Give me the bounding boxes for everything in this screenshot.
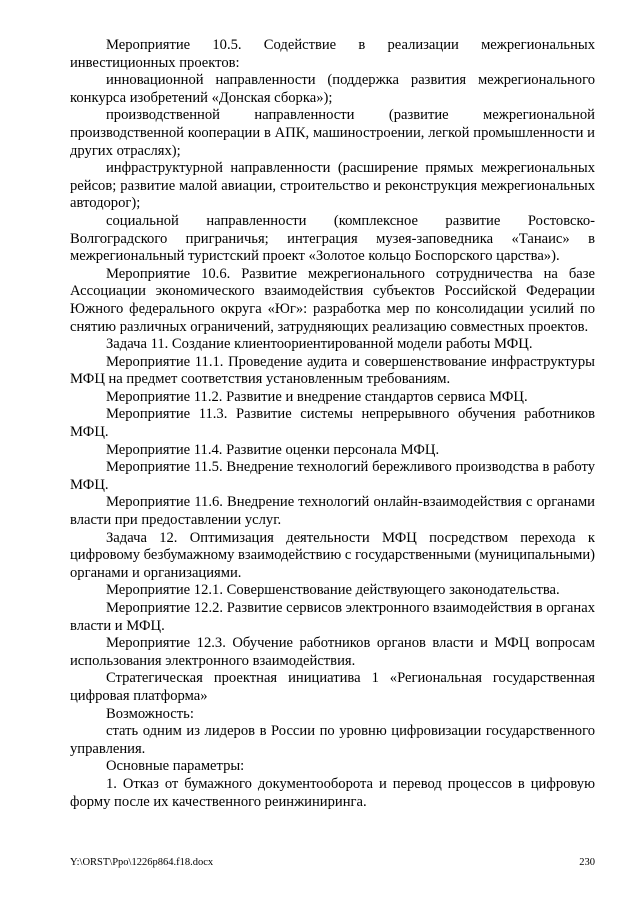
paragraph: Мероприятие 10.5. Содействие в реализации межрегиональных инвестиционных проектов:: [70, 37, 595, 71]
paragraph: Возможность:: [106, 705, 194, 722]
paragraph: Мероприятие 11.1. Проведение аудита и совершенствование инфраструктуры МФЦ на предмет соответствия установленным требованиям.: [70, 353, 595, 388]
paragraph: производственной направленности (развитие межрегиональной производственной кооперации в АПК, машиностроении, легкой промышленности и других отраслях);: [70, 107, 595, 159]
paragraph: 1. Отказ от бумажного документооборота и перевод процессов в цифровую форму после их качественного реинжиниринга.: [70, 775, 595, 810]
task-heading: Задача 12. Оптимизация деятельности МФЦ посредством перехода к цифровому безбумажному взаимодействию с государственными (муниципальными) органами и организациями.: [70, 529, 595, 581]
paragraph: Мероприятие 12.1. Совершенствование действующего законодательства.: [106, 582, 560, 599]
file-path: Y:\ORST\Ppo\1226p864.f18.docx: [70, 857, 214, 868]
paragraph: Мероприятие 10.6. Развитие межрегионального сотрудничества на базе Ассоциации экономического взаимодействия субъектов Российской Федерации Южного федерального округа «Юг»: разработка мер по консолидации усилий по снятию различных ограничений, затрудняющих реализацию совместных проектов.: [70, 265, 595, 335]
paragraph: Основные параметры:: [106, 758, 245, 775]
paragraph: инфраструктурной направленности (расширение прямых межрегиональных рейсов; развитие малой авиации, строительство и реконструкция межрегиональных автодорог);: [70, 160, 595, 212]
paragraph: Мероприятие 12.2. Развитие сервисов электронного взаимодействия в органах власти и МФЦ.: [70, 600, 595, 634]
paragraph: инновационной направленности (поддержка развития межрегионального конкурса изобретений «Донская сборка»);: [70, 72, 595, 106]
page-number: 230: [579, 857, 595, 868]
paragraph: Мероприятие 11.5. Внедрение технологий бережливого производства в работу МФЦ.: [70, 459, 595, 493]
paragraph: Мероприятие 12.3. Обучение работников органов власти и МФЦ вопросам использования электронного взаимодействия.: [70, 635, 595, 669]
paragraph: Мероприятие 11.6. Внедрение технологий онлайн-взаимодействия с органами власти при предоставлении услуг.: [70, 494, 595, 529]
paragraph: социальной направленности (комплексное развитие Ростовско-Волгоградского приграничья; интеграция музея-заповедника «Танаис» в межрегиональный туристский проект «Золотое кольцо Боспорского царства»).: [70, 212, 595, 265]
document-body: [70, 37, 595, 811]
paragraph: Мероприятие 11.2. Развитие и внедрение стандартов сервиса МФЦ.: [106, 388, 528, 405]
paragraph: Мероприятие 11.3. Развитие системы непрерывного обучения работников МФЦ.: [70, 406, 595, 441]
page-footer: [70, 856, 595, 869]
task-heading: Задача 11. Создание клиентоориентированной модели работы МФЦ.: [106, 336, 533, 353]
initiative-heading: Стратегическая проектная инициатива 1 «Региональная государственная цифровая платформа»: [70, 670, 595, 704]
paragraph: стать одним из лидеров в России по уровню цифровизации государственного управления.: [70, 723, 595, 757]
paragraph: Мероприятие 11.4. Развитие оценки персонала МФЦ.: [106, 441, 440, 458]
